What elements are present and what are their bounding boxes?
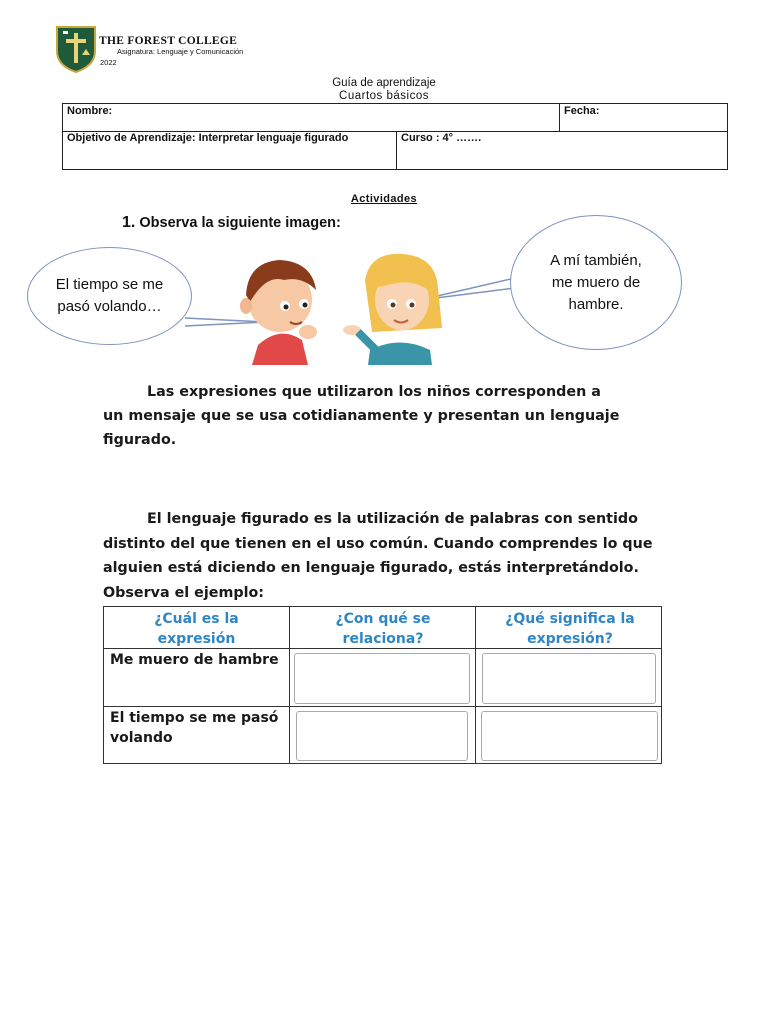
student-info-table — [62, 103, 728, 170]
speech-bubble-right-text: A mí también, me muero de hambre. — [550, 251, 642, 313]
table-row-1-expression: Me muero de hambre — [110, 652, 279, 668]
table-header-meaning: ¿Qué significa la expresión? — [505, 611, 635, 647]
paragraph-2 — [103, 507, 663, 605]
school-crest-icon — [55, 25, 97, 73]
course-field[interactable]: Curso : 4° ……. — [401, 132, 482, 144]
boy-icon — [240, 260, 317, 365]
subject-label: Asignatura: Lenguaje y Comunicación — [117, 47, 244, 56]
school-name: THE FOREST COLLEGE — [99, 35, 238, 47]
table-header-expression: ¿Cuál es la expresión — [154, 611, 239, 647]
question-1-number: 1. — [122, 214, 136, 231]
speech-bubble-right — [510, 215, 682, 350]
speech-bubble-left — [27, 247, 192, 345]
question-1 — [122, 214, 341, 232]
guide-title: Guía de aprendizaje — [332, 77, 436, 89]
guide-grade: Cuartos básicos — [339, 90, 429, 102]
girl-icon — [343, 254, 442, 365]
activities-heading: Actividades — [350, 193, 418, 205]
guide-heading — [0, 77, 768, 103]
answer-box-row1-relates[interactable] — [294, 653, 470, 704]
objective-label: Objetivo de Aprendizaje: Interpretar lenguaje figurado — [67, 132, 349, 144]
answer-box-row2-meaning[interactable] — [481, 711, 658, 761]
date-field[interactable]: Fecha: — [564, 105, 600, 117]
speech-bubble-left-text: El tiempo se me pasó volando… — [55, 276, 164, 315]
children-illustration — [180, 240, 520, 370]
example-table — [103, 606, 662, 764]
paragraph-2-text: El lenguaje figurado es la utilización de palabras con sentido distinto del que tienen en el uso común. Cuando comprendes lo que alguien está diciendo en lenguaje figurado, estás interpretándolo. Observa el ejemplo: — [103, 511, 653, 601]
table-row-2-expression: El tiempo se me pasó volando — [110, 710, 279, 746]
table-header-relates: ¿Con qué se relaciona? — [335, 611, 431, 647]
name-field[interactable]: Nombre: — [67, 105, 113, 117]
answer-box-row1-meaning[interactable] — [482, 653, 656, 704]
paragraph-1-text: Las expresiones que utilizaron los niños corresponden a un mensaje que se usa cotidianamente y presentan un lenguaje figurado. — [103, 384, 620, 448]
paragraph-1 — [103, 380, 623, 452]
year-label: 2022 — [100, 58, 117, 67]
answer-box-row2-relates[interactable] — [296, 711, 468, 761]
question-1-text: Observa la siguiente imagen: — [139, 215, 341, 231]
